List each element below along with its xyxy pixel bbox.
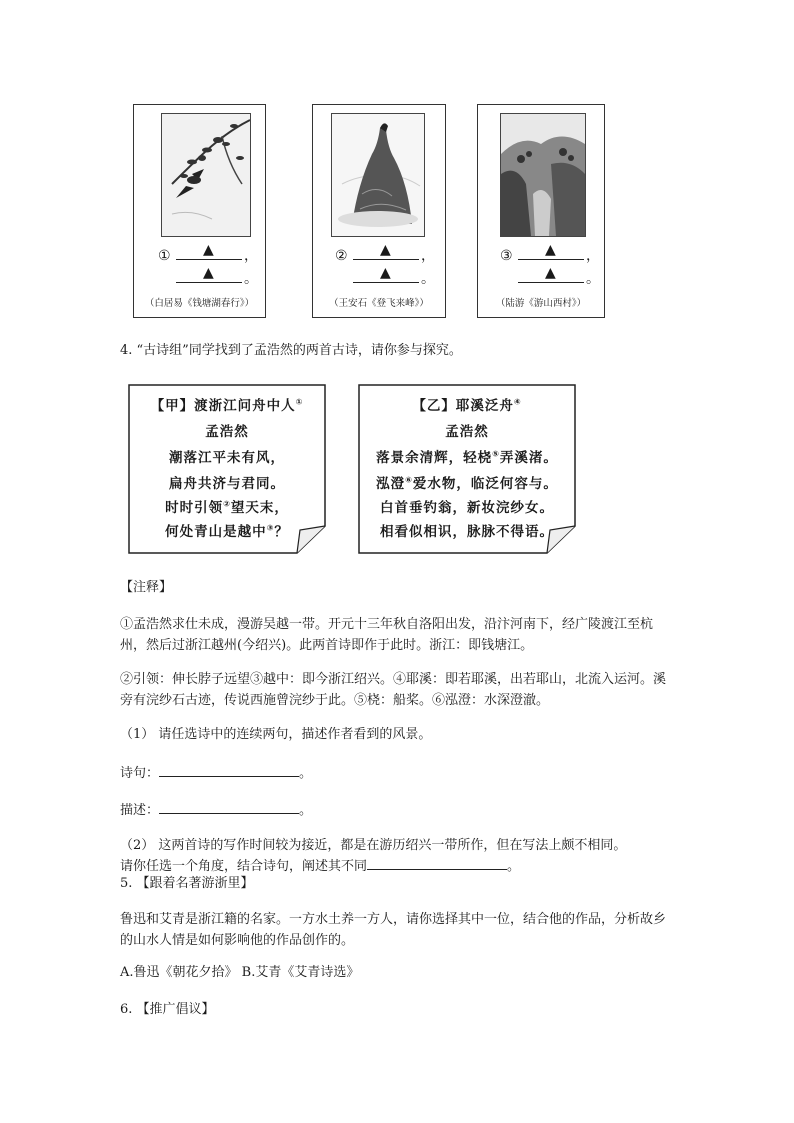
description-input[interactable]: [159, 799, 299, 814]
answer-blank[interactable]: [176, 242, 242, 260]
triangle-marker: ▲: [545, 265, 556, 281]
blank-row-2b: [353, 265, 435, 288]
poem-line: 白首垂钓翁，新妆浣纱女。: [380, 500, 554, 516]
poem-author: 孟浩然: [205, 424, 249, 440]
card-caption: （白居易《钱塘湖春行》）: [144, 298, 255, 309]
note-1: ①孟浩然求仕未成，漫游吴越一带。开元十三年秋自洛阳出发，沿汴河南下，经广陵渡江至杭州，然后过浙江越州(今绍兴)。此两首诗即作于此时。浙江：即钱塘江。: [120, 617, 654, 653]
card-caption: （王安石《登飞来峰》）: [329, 298, 429, 309]
card-caption: （陆游《游山西村》）: [495, 298, 587, 309]
poem-line: 相看似相识，脉脉不得语。: [380, 524, 554, 540]
poem-line: 时时引领②望天末，: [165, 499, 289, 516]
answer-blank[interactable]: [353, 265, 419, 283]
painting-birds-on-branch: [161, 113, 251, 237]
poem-line: 何处青山是越中③？: [165, 523, 289, 540]
triangle-marker: ▲: [380, 265, 391, 281]
notes-heading: 【注释】: [120, 580, 173, 595]
blank-row-3a: [500, 242, 600, 265]
picture-card-3: [477, 104, 605, 318]
triangle-marker: ▲: [380, 242, 391, 258]
punctuation: 。: [299, 803, 313, 818]
blank-row-1a: [158, 242, 258, 265]
poem-line: 泓澄⑥爱水物，临泛何容与。: [376, 475, 558, 492]
punctuation: 。: [299, 766, 313, 781]
question-4-intro: 4. “古诗组”同学找到了孟浩然的两首古诗，请你参与探究。: [120, 343, 462, 358]
sub-question-2-line2: 请你任选一个角度，结合诗句，阐述其不同 。: [120, 855, 520, 877]
picture-card-2: [312, 104, 446, 318]
poem-line-answer: [120, 762, 312, 784]
punctuation: 。: [507, 859, 521, 874]
triangle-marker: ▲: [203, 242, 214, 258]
painting-mountain-village: [500, 113, 586, 237]
poem-line: 扁舟共济与君同。: [169, 476, 285, 492]
picture-card-1: [133, 104, 266, 318]
triangle-marker: ▲: [203, 265, 214, 281]
poem-title: 【乙】耶溪泛舟④: [412, 397, 522, 414]
blank-row-2a: [335, 242, 435, 265]
difference-input[interactable]: [367, 855, 507, 870]
blank-row-1b: [176, 265, 258, 288]
question-5-options: A.鲁迅《朝花夕拾》 B.艾青《艾青诗选》: [120, 965, 360, 980]
poem-author: 孟浩然: [445, 424, 489, 440]
note-2: ②引领：伸长脖子远望③越中：即今浙江绍兴。④耶溪：即若耶溪，出若耶山，北流入运河。溪旁有浣纱石古迹，传说西施曾浣纱于此。⑤桡：船桨。⑥泓澄：水深澄澈。: [120, 672, 667, 708]
number-marker: ②: [335, 248, 348, 264]
answer-blank[interactable]: [518, 242, 584, 260]
description-answer: [120, 799, 312, 821]
punctuation: 。: [586, 271, 600, 287]
punctuation: ，: [244, 248, 258, 264]
poem-line-input[interactable]: [159, 762, 299, 777]
poem-title: 【甲】渡浙江问舟中人①: [150, 397, 304, 414]
blank-row-3b: [518, 265, 600, 288]
poem-line-label: 诗句：: [120, 766, 160, 781]
sub-question-2-line1: （2） 这两首诗的写作时间较为接近，都是在游历绍兴一带所作，但在写法上颇不相同。: [120, 838, 627, 853]
description-label: 描述：: [120, 803, 160, 818]
answer-blank[interactable]: [353, 242, 419, 260]
punctuation: 。: [244, 271, 258, 287]
punctuation: 。: [421, 271, 435, 287]
sub-question-1: （1） 请任选诗中的连续两句，描述作者看到的风景。: [120, 727, 432, 742]
answer-blank[interactable]: [176, 265, 242, 283]
triangle-marker: ▲: [545, 242, 556, 258]
question-6-heading: 6. 【推广倡议】: [120, 1002, 215, 1017]
number-marker: ①: [158, 248, 171, 264]
question-5-body: 鲁迅和艾青是浙江籍的名家。一方水土养一方人，请你选择其中一位，结合他的作品，分析故乡的山水人情是如何影响他的作品创作的。: [120, 912, 667, 948]
punctuation: ，: [421, 248, 435, 264]
poem-box-jia: [128, 384, 326, 554]
poem-line: 潮落江平未有风，: [169, 450, 285, 466]
question-5-heading: 5. 【跟着名著游浙里】: [120, 876, 254, 891]
painting-mountain-peak: [331, 113, 425, 237]
punctuation: ，: [586, 248, 600, 264]
answer-blank[interactable]: [518, 265, 584, 283]
poem-line: 落景余清辉，轻桡⑤弄溪渚。: [376, 449, 558, 466]
poem-box-yi: [358, 384, 576, 554]
number-marker: ③: [500, 248, 513, 264]
